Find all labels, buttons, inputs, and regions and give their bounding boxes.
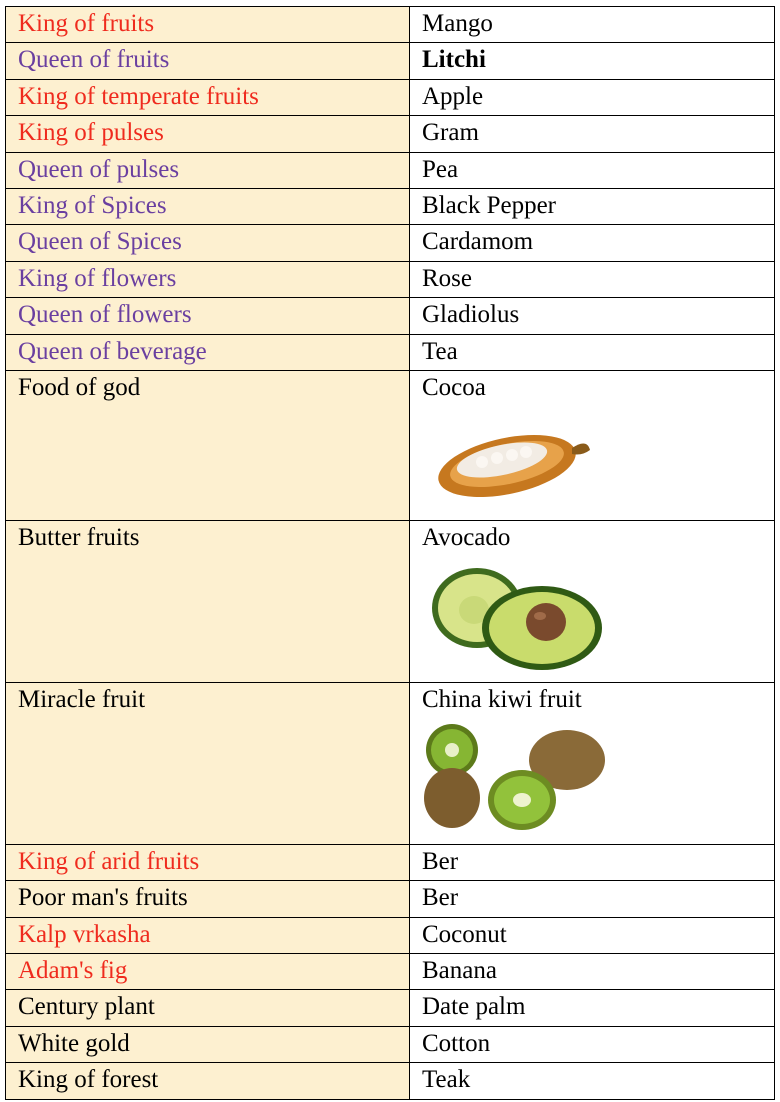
value-cell: Rose bbox=[410, 261, 775, 297]
table-row bbox=[6, 520, 775, 682]
table-row bbox=[6, 990, 775, 1026]
term-cell: Food of god bbox=[6, 370, 410, 520]
term-cell: Queen of Spices bbox=[6, 225, 410, 261]
table-row bbox=[6, 682, 775, 844]
value-cell: Coconut bbox=[410, 917, 775, 953]
value-cell: Tea bbox=[410, 334, 775, 370]
value-cell: Teak bbox=[410, 1063, 775, 1099]
term-cell: Queen of beverage bbox=[6, 334, 410, 370]
table-row bbox=[6, 881, 775, 917]
table-row bbox=[6, 917, 775, 953]
term-cell: Queen of fruits bbox=[6, 43, 410, 79]
table-row bbox=[6, 334, 775, 370]
table-row bbox=[6, 116, 775, 152]
table-row bbox=[6, 43, 775, 79]
term-cell: King of arid fruits bbox=[6, 844, 410, 880]
table-row bbox=[6, 1063, 775, 1099]
term-cell: Kalp vrkasha bbox=[6, 917, 410, 953]
table-row bbox=[6, 954, 775, 990]
term-cell: Century plant bbox=[6, 990, 410, 1026]
cocoa-pod-image bbox=[422, 408, 592, 508]
value-text: Avocado bbox=[422, 523, 511, 551]
value-cell bbox=[410, 370, 775, 520]
term-cell: King of pulses bbox=[6, 116, 410, 152]
value-text: China kiwi fruit bbox=[422, 685, 582, 713]
term-cell: King of Spices bbox=[6, 188, 410, 224]
table-row bbox=[6, 298, 775, 334]
value-cell: Ber bbox=[410, 844, 775, 880]
value-cell: Gram bbox=[410, 116, 775, 152]
value-cell bbox=[410, 682, 775, 844]
table-row bbox=[6, 7, 775, 43]
value-cell: Cotton bbox=[410, 1026, 775, 1062]
term-cell: White gold bbox=[6, 1026, 410, 1062]
fruit-titles-table bbox=[5, 6, 775, 1100]
table-row bbox=[6, 188, 775, 224]
value-cell: Apple bbox=[410, 79, 775, 115]
value-cell: Date palm bbox=[410, 990, 775, 1026]
table-row bbox=[6, 844, 775, 880]
term-cell: King of temperate fruits bbox=[6, 79, 410, 115]
value-text: Cocoa bbox=[422, 373, 486, 401]
table-row bbox=[6, 370, 775, 520]
value-cell: Cardamom bbox=[410, 225, 775, 261]
table-row bbox=[6, 152, 775, 188]
value-cell bbox=[410, 520, 775, 682]
value-cell: Pea bbox=[410, 152, 775, 188]
value-cell: Ber bbox=[410, 881, 775, 917]
term-cell: Adam's fig bbox=[6, 954, 410, 990]
table-row bbox=[6, 261, 775, 297]
table-row bbox=[6, 79, 775, 115]
term-cell: Butter fruits bbox=[6, 520, 410, 682]
term-cell: King of fruits bbox=[6, 7, 410, 43]
term-cell: Poor man's fruits bbox=[6, 881, 410, 917]
term-cell: Miracle fruit bbox=[6, 682, 410, 844]
value-cell: Gladiolus bbox=[410, 298, 775, 334]
table-row bbox=[6, 1026, 775, 1062]
avocado-halves-image bbox=[422, 558, 607, 673]
term-cell: Queen of flowers bbox=[6, 298, 410, 334]
term-cell: King of forest bbox=[6, 1063, 410, 1099]
value-cell: Mango bbox=[410, 7, 775, 43]
value-cell: Banana bbox=[410, 954, 775, 990]
value-cell: Litchi bbox=[410, 43, 775, 79]
term-cell: King of flowers bbox=[6, 261, 410, 297]
value-cell: Black Pepper bbox=[410, 188, 775, 224]
table-row bbox=[6, 225, 775, 261]
kiwi-fruits-image bbox=[422, 720, 612, 835]
term-cell: Queen of pulses bbox=[6, 152, 410, 188]
